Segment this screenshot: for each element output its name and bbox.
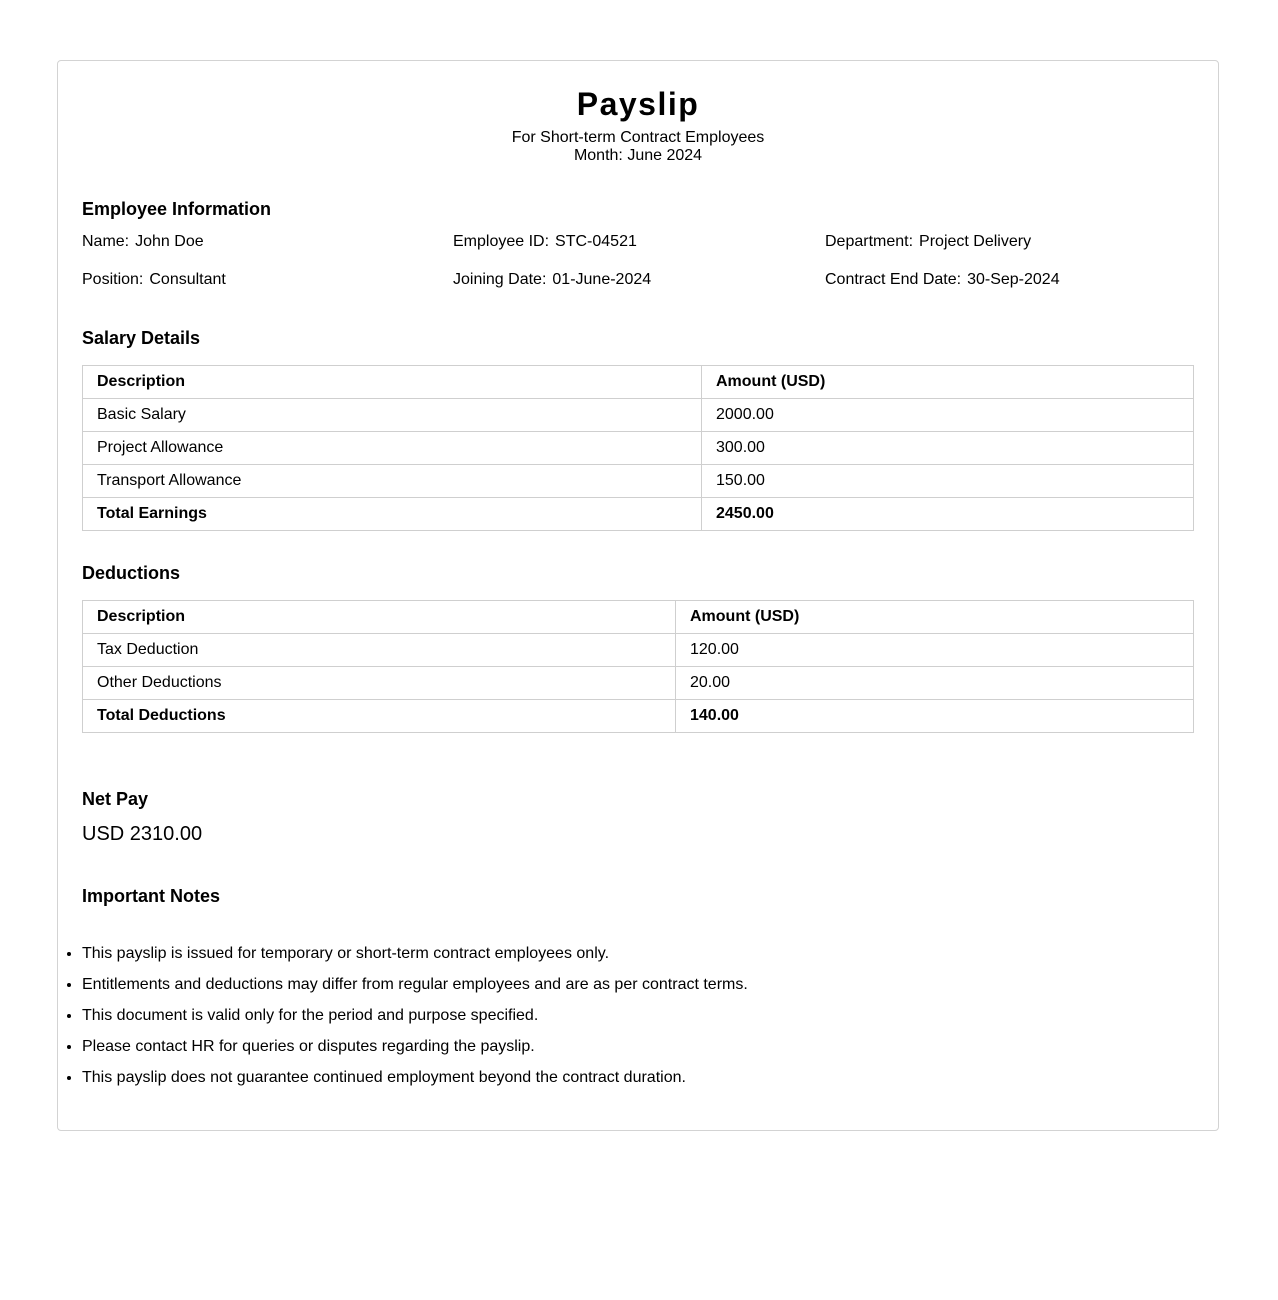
row-amount: 120.00: [676, 634, 1194, 667]
column-header-description: Description: [83, 601, 676, 634]
salary-details-section: [82, 327, 1194, 531]
row-amount: 2000.00: [702, 399, 1194, 432]
info-label: Contract End Date:: [825, 271, 962, 288]
payslip-header: [58, 61, 1218, 165]
important-notes-section: [82, 885, 1194, 907]
column-header-amount: Amount (USD): [676, 601, 1194, 634]
info-value: STC-04521: [555, 233, 637, 250]
employee-info-grid: [82, 232, 1194, 290]
info-value: 30-Sep-2024: [967, 271, 1060, 288]
info-value: Consultant: [149, 271, 226, 288]
table-header-row: [83, 366, 1194, 399]
info-joining-date: [453, 270, 825, 290]
table-header-row: [83, 601, 1194, 634]
column-header-description: Description: [83, 366, 702, 399]
table-row: [83, 634, 1194, 667]
total-deductions-amount: 140.00: [676, 700, 1194, 733]
page-title: Payslip: [576, 86, 700, 122]
deductions-table: [82, 600, 1194, 733]
total-deductions-label: Total Deductions: [83, 700, 676, 733]
total-row: [83, 498, 1194, 531]
list-item: • Please contact HR for queries or disputes regarding the payslip.: [82, 1037, 748, 1057]
total-row: [83, 700, 1194, 733]
info-name: [82, 232, 453, 252]
section-title: Salary Details: [82, 328, 201, 348]
column-header-amount: Amount (USD): [702, 366, 1194, 399]
section-title: Net Pay: [82, 789, 149, 809]
info-value: Project Delivery: [919, 233, 1032, 250]
section-title: Deductions: [82, 563, 181, 583]
info-label: Name:: [82, 233, 130, 250]
list-item: • This document is valid only for the period and purpose specified.: [82, 1006, 748, 1026]
net-pay-section: [82, 788, 1194, 846]
row-amount: 150.00: [702, 465, 1194, 498]
info-label: Employee ID:: [453, 233, 550, 250]
salary-table: [82, 365, 1194, 531]
table-row: [83, 399, 1194, 432]
list-item: • This payslip is issued for temporary or short-term contract employees only.: [82, 944, 748, 964]
table-row: [83, 667, 1194, 700]
section-title: Important Notes: [82, 886, 221, 906]
deductions-section: [82, 562, 1194, 733]
info-label: Department:: [825, 233, 914, 250]
info-position: [82, 270, 453, 290]
info-department: [825, 232, 1194, 252]
row-description: Tax Deduction: [83, 634, 676, 667]
table-row: [83, 432, 1194, 465]
info-label: Joining Date:: [453, 271, 547, 288]
list-item: • Entitlements and deductions may differ from regular employees and are as per contract terms.: [82, 975, 748, 995]
info-value: John Doe: [135, 233, 204, 250]
payslip-month: Month: June 2024: [573, 147, 703, 164]
payslip-card: [57, 60, 1219, 1131]
total-earnings-label: Total Earnings: [83, 498, 702, 531]
section-title: Employee Information: [82, 199, 272, 219]
notes-list: [82, 944, 748, 1099]
net-pay-value: USD 2310.00: [82, 823, 203, 845]
row-amount: 20.00: [676, 667, 1194, 700]
row-description: Transport Allowance: [83, 465, 702, 498]
table-row: [83, 465, 1194, 498]
row-description: Basic Salary: [83, 399, 702, 432]
payslip-subtitle: For Short-term Contract Employees: [511, 129, 765, 146]
info-employee-id: [453, 232, 825, 252]
employee-information-section: [82, 198, 1194, 290]
row-description: Project Allowance: [83, 432, 702, 465]
info-label: Position:: [82, 271, 144, 288]
list-item: • This payslip does not guarantee continued employment beyond the contract duration.: [82, 1068, 748, 1088]
info-value: 01-June-2024: [552, 271, 652, 288]
row-amount: 300.00: [702, 432, 1194, 465]
row-description: Other Deductions: [83, 667, 676, 700]
total-earnings-amount: 2450.00: [702, 498, 1194, 531]
info-contract-end-date: [825, 270, 1194, 290]
